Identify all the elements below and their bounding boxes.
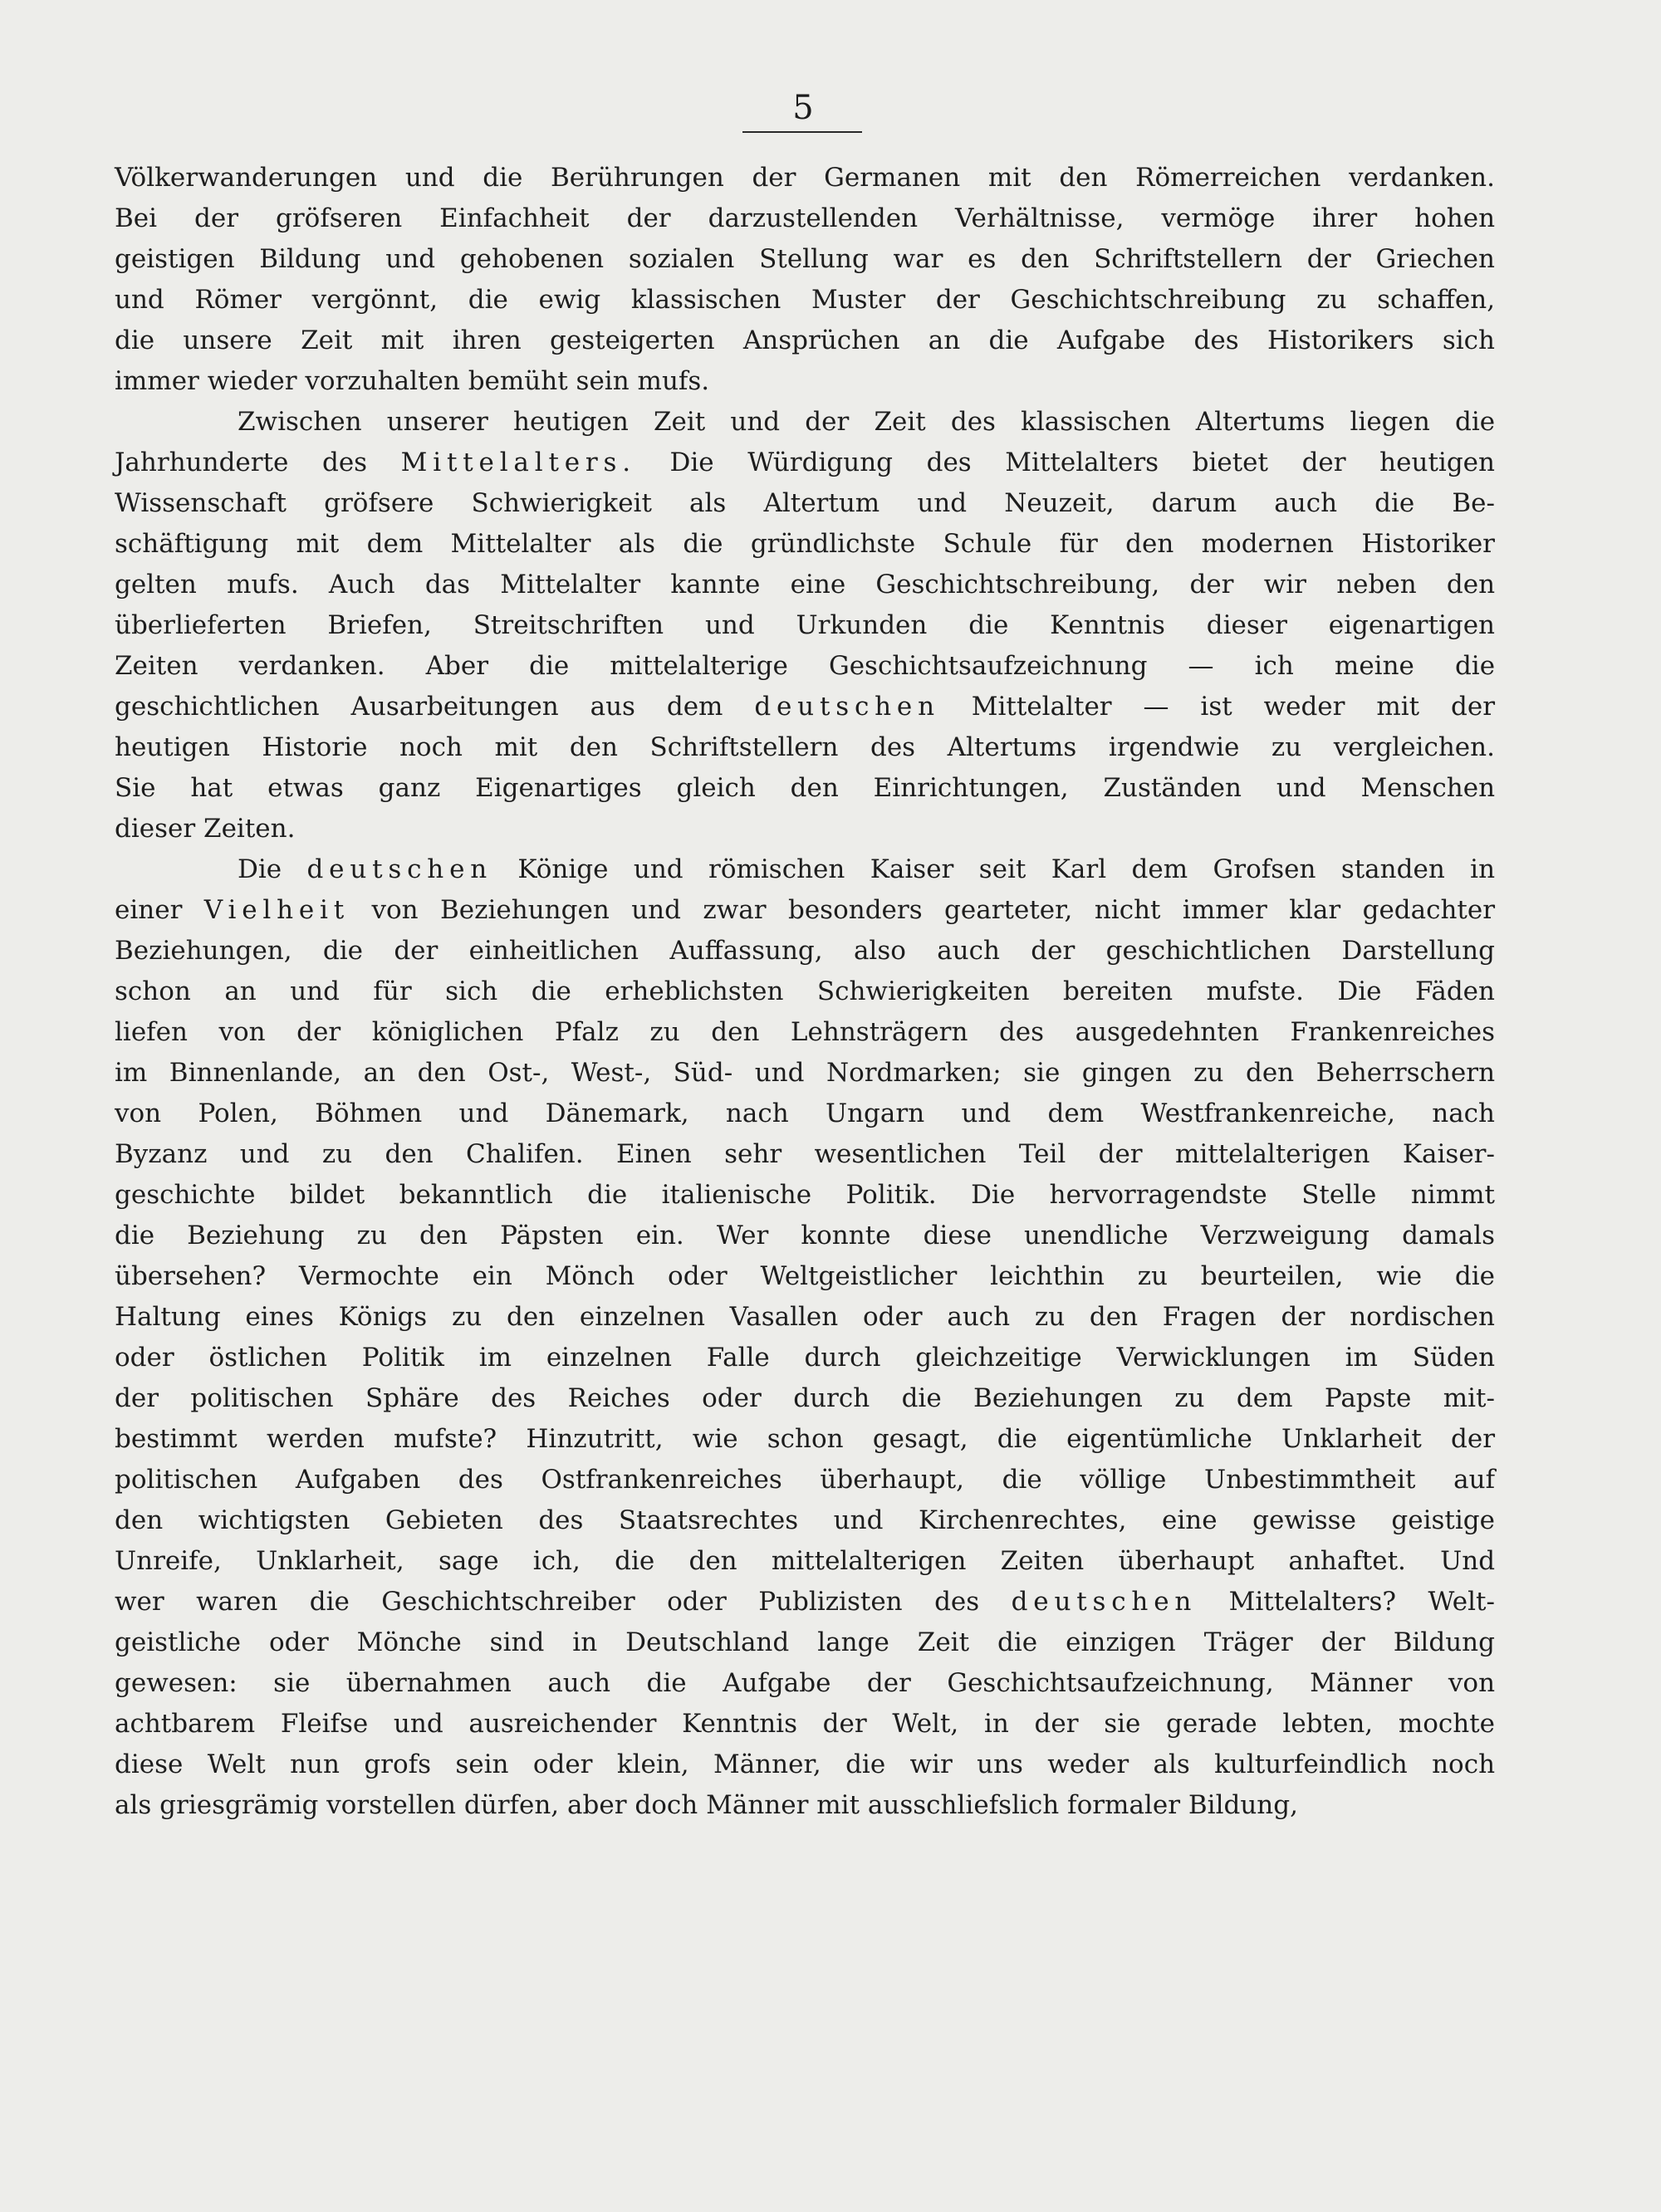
text-line: Unreife, Unklarheit, sage ich, die den mittelalterigen Zeiten überhaupt anhaftet. Und	[115, 1546, 1496, 1576]
text-line: Jahrhunderte des Mittelalters. Die Würdigung des Mittelalters bietet der heutigen	[115, 448, 1495, 477]
text-line: Zwischen unserer heutigen Zeit und der Zeit des klassischen Altertums liegen die	[238, 407, 1496, 437]
text-line: oder östlichen Politik im einzelnen Falle durch gleichzeitige Verwicklungen im Süden	[115, 1343, 1496, 1373]
text-line: geistigen Bildung und gehobenen sozialen Stellung war es den Schriftstellern der Griechen	[115, 244, 1495, 274]
text-line: die unsere Zeit mit ihren gesteigerten Ansprüchen an die Aufgabe des Historikers sich	[115, 325, 1495, 355]
text-line: Haltung eines Königs zu den einzelnen Vasallen oder auch zu den Fragen der nordischen	[115, 1302, 1495, 1332]
text-line: politischen Aufgaben des Ostfrankenreiches überhaupt, die völlige Unbestimmtheit auf	[115, 1465, 1496, 1495]
text-line: im Binnenlande, an den Ost-, West-, Süd- und Nordmarken; sie gingen zu den Beherrschern	[115, 1058, 1496, 1088]
text-line: einer Vielheit von Beziehungen und zwar besonders gearteter, nicht immer klar gedachter	[115, 895, 1496, 925]
header-rule	[742, 131, 862, 133]
text-line: geschichte bildet bekanntlich die italienische Politik. Die hervorragendste Stelle nimmt	[115, 1180, 1495, 1210]
text-line: Bei der gröfseren Einfachheit der darzustellenden Verhältnisse, vermöge ihrer hohen	[115, 203, 1496, 233]
text-line: immer wieder vorzuhalten bemüht sein mufs.	[115, 366, 710, 396]
text-line: diese Welt nun grofs sein oder klein, Männer, die wir uns weder als kulturfeindlich noch	[115, 1750, 1496, 1779]
paragraph	[115, 158, 1495, 402]
body-text	[115, 158, 1495, 1826]
page-number: 5	[792, 89, 814, 127]
text-line: schon an und für sich die erheblichsten Schwierigkeiten bereiten mufste. Die Fäden	[115, 976, 1495, 1006]
text-line: übersehen? Vermochte ein Mönch oder Weltgeistlicher leichthin zu beurteilen, wie die	[115, 1261, 1495, 1291]
text-line: Zeiten verdanken. Aber die mittelalterige Geschichtsaufzeichnung — ich meine die	[115, 651, 1496, 681]
text-line: geschichtlichen Ausarbeitungen aus dem deutschen Mittelalter — ist weder mit der	[115, 692, 1496, 722]
text-line: gelten mufs. Auch das Mittelalter kannte eine Geschichtschreibung, der wir neben den	[115, 570, 1496, 599]
text-line: bestimmt werden mufste? Hinzutritt, wie schon gesagt, die eigentümliche Unklarheit der	[115, 1424, 1496, 1454]
text-line: achtbarem Fleifse und ausreichender Kenntnis der Welt, in der sie gerade lebten, mochte	[115, 1709, 1496, 1739]
text-line: der politischen Sphäre des Reiches oder durch die Beziehungen zu dem Papste mit-	[115, 1383, 1495, 1413]
text-line: die Beziehung zu den Päpsten ein. Wer konnte diese unendliche Verzweigung damals	[115, 1221, 1496, 1250]
text-line: wer waren die Geschichtschreiber oder Publizisten des deutschen Mittelalters? Welt-	[115, 1587, 1495, 1617]
paragraph	[115, 849, 1495, 1826]
text-line: den wichtigsten Gebieten des Staatsrechtes und Kirchenrechtes, eine gewisse geistige	[115, 1505, 1495, 1535]
text-line: schäftigung mit dem Mittelalter als die gründlichste Schule für den modernen Historiker	[115, 529, 1496, 559]
text-line: Die deutschen Könige und römischen Kaiser seit Karl dem Grofsen standen in	[238, 854, 1496, 884]
paragraph	[115, 402, 1495, 849]
text-line: Byzanz und zu den Chalifen. Einen sehr wesentlichen Teil der mittelalterigen Kaiser-	[115, 1139, 1495, 1169]
text-line: Wissenschaft gröfsere Schwierigkeit als Altertum und Neuzeit, darum auch die Be-	[115, 488, 1495, 518]
text-line: als griesgrämig vorstellen dürfen, aber doch Männer mit ausschliefslich formaler Bildung,	[115, 1790, 1298, 1820]
text-line: überlieferten Briefen, Streitschriften und Urkunden die Kenntnis dieser eigenartigen	[115, 610, 1496, 640]
text-line: von Polen, Böhmen und Dänemark, nach Ungarn und dem Westfrankenreiche, nach	[115, 1099, 1496, 1128]
text-line: Völkerwanderungen und die Berührungen der Germanen mit den Römerreichen verdanken.	[115, 163, 1495, 193]
text-line: heutigen Historie noch mit den Schriftstellern des Altertums irgendwie zu vergleichen.	[115, 732, 1495, 762]
text-line: dieser Zeiten.	[115, 814, 296, 844]
text-line: und Römer vergönnt, die ewig klassischen Muster der Geschichtschreibung zu schaffen,	[115, 285, 1496, 315]
text-line: geistliche oder Mönche sind in Deutschland lange Zeit die einzigen Träger der Bildung	[115, 1627, 1495, 1657]
text-line: liefen von der königlichen Pfalz zu den Lehnsträgern des ausgedehnten Frankenreiches	[115, 1017, 1496, 1047]
text-line: Beziehungen, die der einheitlichen Auffassung, also auch der geschichtlichen Darstellung	[115, 936, 1495, 966]
text-line: Sie hat etwas ganz Eigenartiges gleich den Einrichtungen, Zuständen und Menschen	[115, 773, 1496, 803]
text-line: gewesen: sie übernahmen auch die Aufgabe der Geschichtsaufzeichnung, Männer von	[115, 1668, 1496, 1698]
